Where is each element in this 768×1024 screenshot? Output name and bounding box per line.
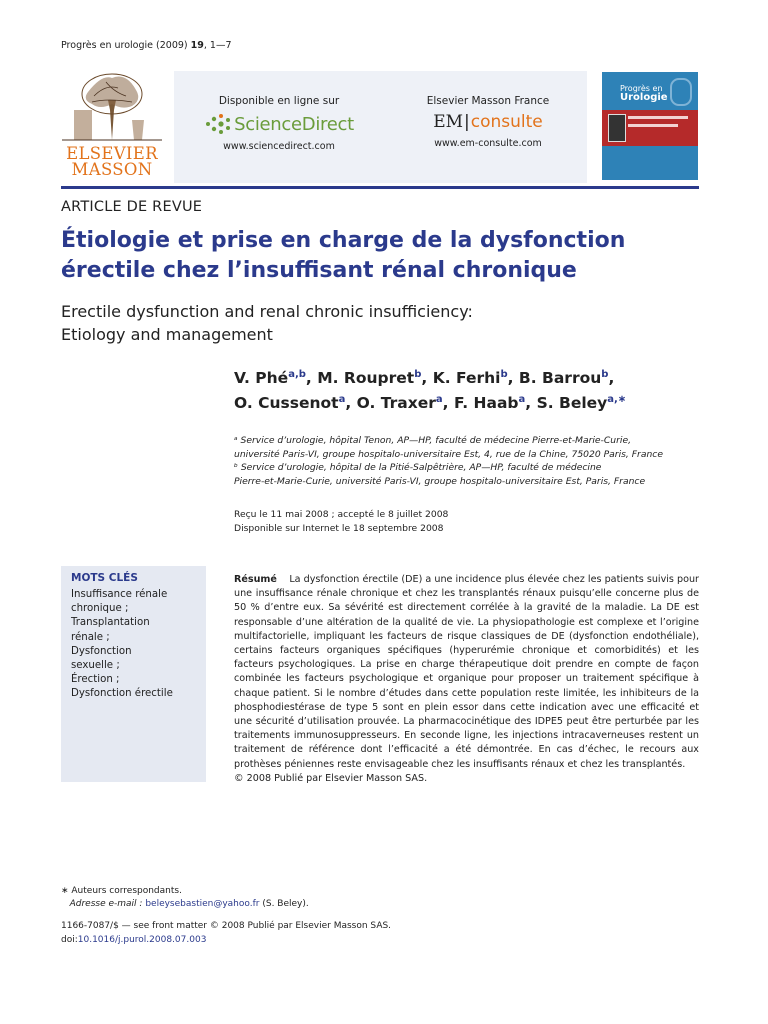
- email-suffix: (S. Beley).: [262, 899, 309, 909]
- journal-year: (2009): [156, 40, 188, 51]
- received-date: Reçu le 11 mai 2008 ; accepté le 8 juillet 2008: [234, 509, 449, 520]
- affiliation-line: ᵃ Service d’urologie, hôpital Tenon, AP—HP, faculté de médecine Pierre-et-Marie-Curie,: [234, 435, 632, 446]
- sciencedirect-logo: [194, 113, 364, 135]
- issn-line: 1166-7087/$ — see front matter © 2008 Publié par Elsevier Masson SAS.: [61, 921, 392, 931]
- keyword-line: Dysfonction érectile: [71, 688, 173, 700]
- abstract-copyright: © 2008 Publié par Elsevier Masson SAS.: [234, 772, 428, 784]
- abstract: [234, 573, 699, 786]
- emconsulte-logo: EM|consulte: [433, 112, 543, 132]
- keyword-line: Érection ;: [71, 674, 120, 686]
- issn-block: [61, 919, 391, 947]
- keywords-heading: MOTS CLÉS: [71, 572, 138, 584]
- sd-available-label: Disponible en ligne sur: [218, 95, 340, 107]
- author: B. Barrou: [518, 369, 602, 388]
- author: O. Cussenot: [234, 394, 339, 413]
- emconsulte-url[interactable]: www.em-consulte.com: [434, 138, 542, 149]
- tree-icon: [62, 70, 162, 142]
- author: M. Roupret: [317, 369, 415, 388]
- sciencedirect-block: [194, 95, 364, 152]
- author: K. Ferhi: [432, 369, 501, 388]
- journal-pages: , 1—7: [203, 40, 232, 51]
- keyword-line: chronique ;: [71, 603, 129, 615]
- journal-cover: [602, 72, 698, 180]
- affiliation-line: Pierre-et-Marie-Curie, université Paris-VI, groupe hospitalo-universitaire Est, Paris, France: [234, 475, 646, 487]
- cover-image-icon: [608, 114, 626, 142]
- affiliation-line: université Paris-VI, groupe hospitalo-universitaire Est, 4, rue de la Chine, 75020 Paris, France: [234, 448, 663, 460]
- sciencedirect-dots-icon: [204, 113, 234, 135]
- journal-name: Progrès en urologie: [61, 40, 153, 51]
- author: F. Haab: [453, 394, 519, 413]
- cover-title: Progrès en Urologie: [620, 84, 668, 103]
- email-line: [61, 898, 309, 911]
- keyword-line: sexuelle ;: [71, 660, 120, 672]
- keyword-line: Insuffisance rénale: [71, 589, 168, 600]
- sciencedirect-name: ScienceDirect: [234, 113, 354, 135]
- article-title: Étiologie et prise en charge de la dysfonction érectile chez l’insuffisant rénal chronique: [61, 228, 626, 283]
- english-title: Erectile dysfunction and renal chronic insufficiency: Etiology and management: [61, 302, 473, 344]
- email-label: Adresse e-mail :: [69, 899, 143, 909]
- footnote: [61, 885, 309, 911]
- keywords-list: [71, 588, 173, 702]
- online-availability-banner: [174, 71, 587, 183]
- author-line-2: O. Cussenot$^a$, O. Traxer$^a$, F. Haab$^a$, S. Beley$^{a,∗}$: [234, 394, 627, 413]
- keyword-line: Transplantation: [71, 617, 150, 629]
- author: O. Traxer: [356, 394, 436, 413]
- doi-link[interactable]: 10.1016/j.purol.2008.07.003: [77, 935, 207, 945]
- author-list: [234, 364, 704, 414]
- journal-volume: 19: [190, 40, 204, 51]
- kidney-icon: [670, 78, 692, 106]
- journal-reference: [61, 40, 232, 51]
- emconsulte-block: [402, 95, 574, 149]
- elsevier-masson-logo: [62, 70, 162, 180]
- abstract-label: Résumé: [234, 574, 277, 585]
- email-link[interactable]: beleysebastien@yahoo.fr: [145, 899, 260, 909]
- em-company-label: Elsevier Masson France: [426, 95, 550, 107]
- affiliation-line: ᵇ Service d’urologie, hôpital de la Pitié-Salpêtrière, AP—HP, faculté de médecine: [234, 462, 602, 473]
- article-dates: [234, 508, 704, 535]
- author: V. Phé: [234, 369, 289, 388]
- header-divider: [61, 186, 699, 189]
- doi-label: doi:: [61, 935, 78, 945]
- affiliations: [234, 434, 704, 488]
- online-date: Disponible sur Internet le 18 septembre 2008: [234, 522, 444, 534]
- sciencedirect-url[interactable]: www.sciencedirect.com: [223, 141, 335, 152]
- keyword-line: rénale ;: [71, 631, 110, 643]
- article-type: ARTICLE DE REVUE: [61, 199, 203, 215]
- doi-line: [61, 933, 391, 947]
- corresponding-note: ∗ Auteurs correspondants.: [61, 886, 182, 896]
- abstract-body: [234, 573, 699, 772]
- keyword-line: Dysfonction: [71, 645, 132, 657]
- author: S. Beley: [536, 394, 608, 413]
- publisher-name: ELSEVIER MASSON: [66, 144, 158, 179]
- author-line-1: V. Phé$^{a,b}$, M. Roupret$^b$, K. Ferhi$^b$, B. Barrou$^b$,: [234, 369, 615, 388]
- abstract-text: La dysfonction érectile (DE) a une incidence plus élevée chez les patients suivis pour une insuffisance rénale chronique et chez les transplantés rénaux puisqu’elle concerne plus de 50 % d’entre eux. Sa sévérité est directement corrélée à la gravité de la maladie. La DE est responsable d’une altération de la qualité de vie. La physiopathologie est complexe et l’origine multifactorielle, impliquant les facteurs de risque classiques de DE (dysfonction endothéliale), certains facteurs organiques spécifiques (hyperurémie chronique et comorbidités) et les facteurs psychologiques. La prise en charge thérapeutique doit prendre en compte de façon combinée les facteurs psychologique et organique pour proposer un traitement spécifique à chaque patient. Si le nombre d’études dans cette population reste limitée, les inhibiteurs de la phosphodiestérase de type 5 sont en plein essor dans cette indication avec une efficacité et une sécurité d’utilisation prouvée. La pharmacocinétique des IDPE5 peut être perturbée par les traitements immunosuppresseurs. En seconde ligne, les injections intracaverneuses restent un traitement de référence dont l’efficacité a été démontrée. En cas d’échec, le recours aux prothèses péniennes reste envisageable chez les insuffisants rénaux et chez les transplantés.: [234, 574, 699, 770]
- keywords-box: [61, 566, 206, 782]
